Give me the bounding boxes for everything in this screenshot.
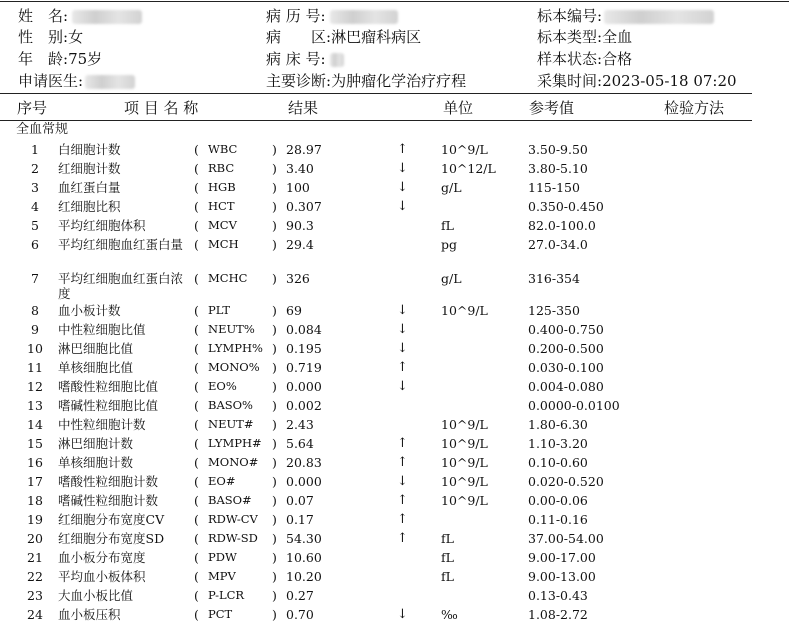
row-result: 0.084 — [286, 322, 322, 337]
row-result: 29.4 — [286, 237, 314, 252]
row-item-name: 嗜酸性粒细胞计数 — [58, 474, 159, 489]
col-name: 项 目 名 称 — [124, 99, 199, 117]
row-result: 0.27 — [286, 588, 314, 603]
row-result: 54.30 — [286, 531, 322, 546]
row-item-abbr: RBC — [208, 161, 235, 175]
collect-time-value: 2023-05-18 07:20 — [602, 72, 737, 90]
paren-close: ) — [272, 607, 277, 622]
row-unit: g/L — [441, 271, 462, 286]
row-unit: 10^9/L — [441, 142, 488, 157]
paren-open: ( — [194, 398, 199, 413]
gender-field — [18, 27, 83, 47]
paren-close: ) — [272, 341, 277, 356]
row-reference: 0.004-0.080 — [528, 379, 604, 394]
row-unit: ‰ — [441, 607, 458, 622]
paren-open: ( — [194, 531, 199, 546]
row-reference: 316-354 — [528, 271, 580, 286]
row-item-abbr: HCT — [208, 199, 235, 213]
row-flag: ↓ — [397, 341, 408, 356]
paren-open: ( — [194, 341, 199, 356]
row-result: 326 — [286, 271, 310, 286]
row-number: 8 — [31, 303, 39, 318]
gender-value: 女 — [68, 28, 84, 46]
row-reference: 1.10-3.20 — [528, 436, 588, 451]
row-item-abbr: BASO# — [208, 493, 252, 507]
row-item-abbr: PCT — [208, 607, 233, 621]
doctor-label: 申请医生: — [18, 72, 84, 90]
row-item-name: 红细胞分布宽度SD — [58, 531, 165, 546]
collect-time-label: 采集时间: — [537, 72, 603, 90]
row-reference: 125-350 — [528, 303, 580, 318]
row-flag: ↓ — [397, 379, 408, 394]
paren-close: ) — [272, 237, 277, 252]
row-reference: 9.00-13.00 — [528, 569, 596, 584]
doctor-field — [18, 71, 135, 91]
row-result: 2.43 — [286, 417, 314, 432]
paren-close: ) — [272, 142, 277, 157]
paren-close: ) — [272, 550, 277, 565]
paren-open: ( — [194, 417, 199, 432]
paren-open: ( — [194, 550, 199, 565]
row-reference: 115-150 — [528, 180, 580, 195]
row-item-abbr: MCV — [208, 218, 237, 232]
row-flag: ↓ — [397, 303, 408, 318]
row-number: 20 — [27, 531, 43, 546]
row-number: 12 — [27, 379, 43, 394]
diagnosis-label: 主要诊断: — [266, 72, 332, 90]
row-unit: 10^9/L — [441, 303, 488, 318]
paren-close: ) — [272, 588, 277, 603]
header-rule — [0, 93, 752, 94]
paren-open: ( — [194, 142, 199, 157]
paren-open: ( — [194, 455, 199, 470]
row-number: 4 — [31, 199, 39, 214]
row-reference: 0.0000-0.0100 — [528, 398, 620, 413]
paren-open: ( — [194, 588, 199, 603]
row-unit: g/L — [441, 180, 462, 195]
row-reference: 1.08-2.72 — [528, 607, 588, 622]
row-item-name: 血小板分布宽度 — [58, 550, 146, 565]
specimen-type-field — [537, 27, 632, 47]
row-result: 69 — [286, 303, 302, 318]
row-result: 0.002 — [286, 398, 322, 413]
row-result: 3.40 — [286, 161, 314, 176]
row-reference: 37.00-54.00 — [528, 531, 604, 546]
col-result: 结果 — [288, 99, 319, 117]
row-reference: 27.0-34.0 — [528, 237, 588, 252]
paren-close: ) — [272, 417, 277, 432]
col-no: 序号 — [17, 99, 48, 117]
paren-close: ) — [272, 322, 277, 337]
row-flag: ↑ — [397, 360, 408, 375]
specimen-no-label: 标本编号: — [537, 7, 603, 25]
paren-close: ) — [272, 512, 277, 527]
row-unit: fL — [441, 569, 454, 584]
column-header — [0, 96, 789, 120]
row-item-name: 大血小板比值 — [58, 588, 134, 603]
row-item-name: 中性粒细胞比值 — [58, 322, 146, 337]
paren-open: ( — [194, 512, 199, 527]
paren-close: ) — [272, 218, 277, 233]
paren-open: ( — [194, 436, 199, 451]
row-item-abbr: MCHC — [208, 271, 248, 285]
paren-close: ) — [272, 455, 277, 470]
row-reference: 3.50-9.50 — [528, 142, 588, 157]
row-number: 3 — [31, 180, 39, 195]
specimen-no-field — [537, 6, 714, 26]
row-result: 0.307 — [286, 199, 322, 214]
row-item-name: 白细胞计数 — [58, 142, 121, 157]
row-result: 100 — [286, 180, 310, 195]
row-number: 16 — [27, 455, 43, 470]
paren-open: ( — [194, 199, 199, 214]
row-unit: fL — [441, 531, 454, 546]
row-result: 5.64 — [286, 436, 314, 451]
row-reference: 0.030-0.100 — [528, 360, 604, 375]
record-no-label: 病 历 号: — [266, 7, 326, 25]
row-item-abbr: P-LCR — [208, 588, 245, 602]
paren-open: ( — [194, 379, 199, 394]
row-reference: 9.00-17.00 — [528, 550, 596, 565]
sample-status-field — [537, 49, 632, 69]
row-result: 0.70 — [286, 607, 314, 622]
age-field — [18, 49, 102, 69]
row-number: 11 — [27, 360, 43, 375]
row-reference: 0.020-0.520 — [528, 474, 604, 489]
row-unit: fL — [441, 218, 454, 233]
row-flag: ↑ — [397, 512, 408, 527]
row-item-name: 嗜酸性粒细胞比值 — [58, 379, 159, 394]
row-item-abbr: BASO% — [208, 398, 253, 412]
row-number: 15 — [27, 436, 43, 451]
redacted-name — [72, 10, 142, 24]
row-item-abbr: WBC — [208, 142, 238, 156]
col-ref: 参考值 — [529, 99, 575, 117]
paren-open: ( — [194, 218, 199, 233]
row-result: 0.000 — [286, 379, 322, 394]
paren-close: ) — [272, 569, 277, 584]
row-result: 10.20 — [286, 569, 322, 584]
row-item-abbr: EO% — [208, 379, 237, 393]
row-item-abbr: MPV — [208, 569, 236, 583]
row-item-name: 红细胞分布宽度CV — [58, 512, 165, 527]
paren-open: ( — [194, 237, 199, 252]
row-number: 24 — [27, 607, 43, 622]
row-result: 90.3 — [286, 218, 314, 233]
sample-status-value: 合格 — [602, 50, 633, 68]
collect-time-field — [537, 71, 737, 91]
row-reference: 0.11-0.16 — [528, 512, 588, 527]
age-value: 75岁 — [68, 50, 103, 68]
row-item-name: 平均红细胞血红蛋白浓度 — [58, 271, 184, 301]
paren-close: ) — [272, 436, 277, 451]
row-reference: 0.13-0.43 — [528, 588, 588, 603]
row-item-name: 中性粒细胞计数 — [58, 417, 146, 432]
row-number: 9 — [31, 322, 39, 337]
row-unit: 10^9/L — [441, 436, 488, 451]
redacted-doctor — [85, 75, 135, 89]
paren-close: ) — [272, 360, 277, 375]
paren-open: ( — [194, 493, 199, 508]
row-result: 0.17 — [286, 512, 314, 527]
row-number: 22 — [27, 569, 43, 584]
row-item-abbr: MONO% — [208, 360, 260, 374]
paren-open: ( — [194, 161, 199, 176]
paren-open: ( — [194, 569, 199, 584]
row-number: 7 — [31, 271, 39, 286]
row-unit: 10^9/L — [441, 455, 488, 470]
row-reference: 0.10-0.60 — [528, 455, 588, 470]
ward-field — [266, 27, 421, 47]
paren-open: ( — [194, 607, 199, 622]
ward-label: 病 区: — [266, 28, 332, 46]
row-flag: ↓ — [397, 474, 408, 489]
row-result: 0.07 — [286, 493, 314, 508]
row-reference: 82.0-100.0 — [528, 218, 596, 233]
row-unit: fL — [441, 550, 454, 565]
redacted-bed-no — [330, 53, 344, 67]
row-result: 0.195 — [286, 341, 322, 356]
row-item-name: 血红蛋白量 — [58, 180, 121, 195]
row-flag: ↑ — [397, 142, 408, 157]
paren-close: ) — [272, 303, 277, 318]
row-item-abbr: LYMPH% — [208, 341, 263, 355]
row-item-abbr: NEUT% — [208, 322, 255, 336]
row-flag: ↓ — [397, 180, 408, 195]
row-item-name: 平均血小板体积 — [58, 569, 146, 584]
row-number: 18 — [27, 493, 43, 508]
row-flag: ↓ — [397, 607, 408, 622]
paren-open: ( — [194, 474, 199, 489]
row-unit: 10^12/L — [441, 161, 496, 176]
paren-close: ) — [272, 379, 277, 394]
row-unit: pg — [441, 237, 458, 252]
paren-close: ) — [272, 180, 277, 195]
row-item-abbr: HGB — [208, 180, 236, 194]
row-reference: 0.00-0.06 — [528, 493, 588, 508]
row-item-name: 淋巴细胞比值 — [58, 341, 134, 356]
paren-open: ( — [194, 180, 199, 195]
row-result: 0.719 — [286, 360, 322, 375]
row-item-name: 淋巴细胞计数 — [58, 436, 134, 451]
paren-open: ( — [194, 271, 199, 286]
row-flag: ↑ — [397, 455, 408, 470]
row-reference: 0.350-0.450 — [528, 199, 604, 214]
paren-open: ( — [194, 322, 199, 337]
row-flag: ↓ — [397, 322, 408, 337]
section-title: 全血常规 — [16, 122, 69, 137]
row-flag: ↓ — [397, 161, 408, 176]
row-item-name: 血小板计数 — [58, 303, 121, 318]
row-result: 20.83 — [286, 455, 322, 470]
row-item-name: 红细胞比积 — [58, 199, 121, 214]
report-header — [0, 0, 789, 92]
row-result: 0.000 — [286, 474, 322, 489]
row-number: 10 — [27, 341, 43, 356]
row-number: 5 — [31, 218, 39, 233]
row-item-abbr: RDW-CV — [208, 512, 258, 526]
row-number: 17 — [27, 474, 43, 489]
row-item-name: 红细胞计数 — [58, 161, 121, 176]
record-no-field — [266, 6, 398, 26]
row-number: 23 — [27, 588, 43, 603]
diagnosis-field — [266, 71, 466, 91]
paren-close: ) — [272, 161, 277, 176]
row-item-abbr: PDW — [208, 550, 237, 564]
sample-status-label: 样本状态: — [537, 50, 603, 68]
row-number: 13 — [27, 398, 43, 413]
row-reference: 0.400-0.750 — [528, 322, 604, 337]
row-item-name: 单核细胞比值 — [58, 360, 134, 375]
row-flag: ↑ — [397, 531, 408, 546]
row-item-name: 平均红细胞体积 — [58, 218, 146, 233]
paren-open: ( — [194, 303, 199, 318]
row-number: 6 — [31, 237, 39, 252]
name-field — [18, 6, 142, 26]
paren-open: ( — [194, 360, 199, 375]
row-item-abbr: PLT — [208, 303, 231, 317]
paren-close: ) — [272, 271, 277, 286]
row-number: 19 — [27, 512, 43, 527]
row-number: 14 — [27, 417, 43, 432]
row-item-name: 嗜碱性粒细胞计数 — [58, 493, 159, 508]
row-number: 21 — [27, 550, 43, 565]
row-unit: 10^9/L — [441, 493, 488, 508]
paren-close: ) — [272, 398, 277, 413]
bed-no-label: 病 床 号: — [266, 50, 326, 68]
row-result: 10.60 — [286, 550, 322, 565]
row-item-abbr: EO# — [208, 474, 236, 488]
row-flag: ↑ — [397, 436, 408, 451]
col-method: 检验方法 — [664, 99, 725, 117]
paren-close: ) — [272, 199, 277, 214]
row-item-abbr: MONO# — [208, 455, 259, 469]
row-flag: ↑ — [397, 493, 408, 508]
redacted-specimen-no — [604, 10, 714, 24]
row-item-name: 嗜碱性粒细胞比值 — [58, 398, 159, 413]
row-item-name: 平均红细胞血红蛋白量 — [58, 237, 184, 252]
row-unit: 10^9/L — [441, 417, 488, 432]
row-result: 28.97 — [286, 142, 322, 157]
ward-value: 淋巴瘤科病区 — [331, 28, 422, 46]
row-reference: 0.200-0.500 — [528, 341, 604, 356]
row-number: 2 — [31, 161, 39, 176]
paren-close: ) — [272, 531, 277, 546]
bed-no-field — [266, 49, 344, 69]
specimen-type-value: 全血 — [602, 28, 633, 46]
col-unit: 单位 — [443, 99, 474, 117]
row-item-abbr: LYMPH# — [208, 436, 262, 450]
row-item-abbr: NEUT# — [208, 417, 254, 431]
row-flag: ↓ — [397, 199, 408, 214]
row-unit: 10^9/L — [441, 474, 488, 489]
row-reference: 3.80-5.10 — [528, 161, 588, 176]
age-label: 年 龄: — [18, 50, 69, 68]
row-item-name: 血小板压积 — [58, 607, 121, 622]
row-item-abbr: RDW-SD — [208, 531, 258, 545]
diagnosis-value: 为肿瘤化学治疗疗程 — [331, 72, 467, 90]
row-number: 1 — [31, 142, 39, 157]
specimen-type-label: 标本类型: — [537, 28, 603, 46]
gender-label: 性 别: — [18, 28, 69, 46]
name-label: 姓 名: — [18, 7, 69, 25]
paren-close: ) — [272, 493, 277, 508]
column-rule — [0, 120, 752, 121]
row-reference: 1.80-6.30 — [528, 417, 588, 432]
row-item-abbr: MCH — [208, 237, 239, 251]
row-item-name: 单核细胞计数 — [58, 455, 134, 470]
paren-close: ) — [272, 474, 277, 489]
redacted-record-no — [330, 10, 398, 24]
